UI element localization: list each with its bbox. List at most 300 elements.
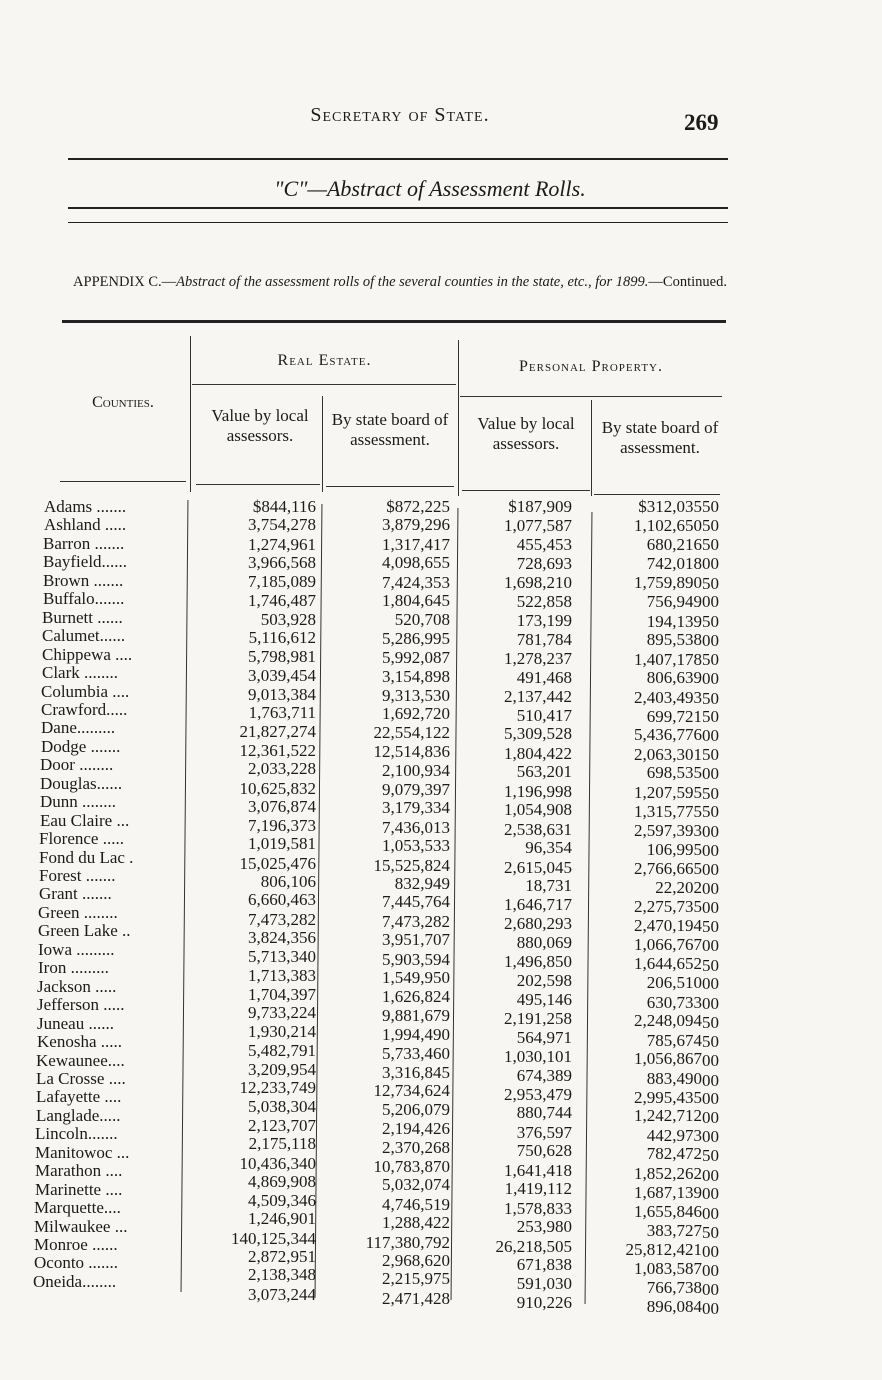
re-local-value: 2,175,118: [248, 1134, 316, 1154]
re-state-value: 1,994,490: [382, 1024, 450, 1044]
pp-local-value: 455,453: [516, 534, 572, 554]
re-local-value: 5,482,791: [248, 1041, 316, 1061]
pp-local-value: 674,389: [516, 1065, 572, 1085]
pp-state-value: 785,674: [646, 1030, 702, 1050]
table-row: [0, 589, 882, 612]
re-state-value: 5,032,074: [382, 1175, 450, 1195]
pp-state-value: 742,018: [646, 554, 702, 574]
re-state-value: 117,380,792: [365, 1232, 450, 1252]
pp-state-cents: 00: [702, 1241, 719, 1261]
pp-state-cents: 50: [702, 611, 719, 631]
pp-state-value: 2,248,094: [634, 1011, 702, 1031]
re-state-value: $872,225: [386, 497, 450, 516]
county-name: Jefferson .....: [37, 995, 125, 1015]
pp-state-value: 206,510: [646, 973, 702, 993]
pp-local-value: 880,744: [516, 1103, 572, 1123]
pp-local-value: $187,909: [508, 497, 572, 516]
pp-state-value: 1,655,846: [634, 1201, 702, 1221]
pp-local-value: 1,030,101: [504, 1047, 572, 1067]
re-state-value: 2,370,268: [382, 1138, 450, 1158]
county-name: Milwaukee ...: [34, 1216, 128, 1236]
pp-state-cents: 00: [702, 1261, 719, 1280]
re-local-value: 15,025,476: [239, 853, 316, 873]
re-state-value: 7,424,353: [382, 572, 450, 592]
pp-state-cents: 00: [702, 1280, 719, 1300]
re-local-value: 10,625,832: [239, 778, 316, 798]
pp-state-value: 1,207,595: [634, 782, 702, 802]
pp-local-value: 2,137,442: [504, 686, 572, 706]
re-state-value: 5,992,087: [382, 647, 450, 667]
pp-local-value: 1,646,717: [504, 895, 572, 915]
pp-state-cents: 50: [702, 516, 719, 536]
re-local-value: 3,754,278: [248, 515, 316, 535]
re-local-value: 1,246,901: [248, 1209, 316, 1229]
pp-state-cents: 50: [702, 1146, 719, 1166]
pp-state-cents: 00: [702, 993, 719, 1013]
top-rule: [68, 158, 728, 160]
pp-state-cents: 00: [702, 726, 719, 746]
re-local-header: Value by local assessors.: [211, 406, 309, 445]
county-name: Clark ........: [42, 663, 119, 683]
pp-local-value: 510,417: [516, 705, 572, 725]
re-local-value: 21,827,274: [239, 722, 316, 742]
pp-state-value: 883,490: [646, 1068, 702, 1088]
pp-state-cents: 00: [702, 1108, 719, 1128]
county-name: Oneida........: [33, 1271, 117, 1291]
re-local-value: 5,713,340: [248, 946, 316, 966]
county-name: La Crosse ....: [36, 1068, 126, 1088]
county-name: Iowa .........: [38, 939, 115, 959]
table-row: [0, 681, 882, 708]
county-name: Bayfield......: [43, 552, 128, 572]
pp-local-value: 5,309,528: [504, 724, 572, 744]
re-local-value: 12,233,749: [239, 1077, 316, 1097]
pp-local-value: 2,191,258: [504, 1009, 572, 1029]
pp-state-value: 383,727: [646, 1221, 702, 1241]
re-local-value: 3,209,954: [248, 1059, 316, 1079]
pp-state-cents: 50: [702, 497, 719, 516]
re-local-value: 6,660,463: [248, 890, 316, 910]
county-name: Brown .......: [43, 570, 124, 590]
pp-state-cents: 00: [702, 936, 719, 956]
re-local-value: 2,138,348: [248, 1265, 316, 1285]
re-local-value: 1,763,711: [248, 702, 316, 722]
pp-state-value: 2,766,665: [634, 858, 702, 878]
pp-state-cents: 00: [702, 974, 719, 994]
pp-local-value: 750,628: [516, 1141, 572, 1161]
re-state-value: 3,154,898: [382, 667, 450, 687]
table-row: [0, 1271, 882, 1318]
pp-state-cents: 50: [702, 1223, 719, 1243]
pp-local-value: 1,054,908: [504, 800, 572, 820]
pp-local-value: 18,731: [525, 876, 572, 895]
re-state-value: 3,179,334: [382, 798, 450, 818]
pp-local-value: 376,597: [516, 1122, 572, 1142]
pp-state-cents: 00: [702, 631, 719, 651]
table-row: [0, 552, 882, 574]
col-divider-2-top: [322, 396, 323, 492]
pp-state-cents: 00: [702, 821, 719, 841]
county-name: Dodge .......: [41, 736, 121, 756]
pp-local-value: 1,578,833: [504, 1198, 572, 1218]
pp-state-cents: 50: [702, 688, 719, 708]
pp-state-value: 2,995,435: [634, 1087, 702, 1107]
pp-local-value: 564,971: [516, 1027, 572, 1047]
appendix-suffix: —Continued.: [648, 274, 727, 290]
pp-state-cents: 50: [702, 744, 719, 764]
re-state-value: 4,098,655: [382, 553, 450, 573]
county-name: Marinette ....: [35, 1179, 123, 1199]
pp-local-value: 1,698,210: [504, 572, 572, 592]
pp-state-cents: 50: [702, 1013, 719, 1033]
pp-state-value: 2,470,194: [634, 915, 702, 935]
county-name: Jackson .....: [37, 976, 117, 996]
pp-local-value: 880,069: [516, 933, 572, 953]
pp-local-value: 26,218,505: [495, 1236, 572, 1256]
county-name: Douglas......: [40, 773, 123, 793]
real-estate-rule: [192, 384, 456, 385]
pp-state-value: 2,275,735: [634, 897, 702, 917]
county-name: Green Lake ..: [38, 921, 131, 941]
pp-local-value: 2,680,293: [504, 913, 572, 933]
re-state-value: 2,215,975: [382, 1269, 450, 1289]
pp-state-value: 896,084: [646, 1296, 702, 1316]
county-name: Crawford.....: [41, 699, 128, 719]
pp-local-value: 2,615,045: [504, 857, 572, 877]
county-name: Fond du Lac .: [39, 847, 134, 867]
county-name: Juneau ......: [37, 1013, 114, 1033]
table-row: [0, 663, 882, 689]
re-local-value: 3,824,356: [248, 928, 316, 948]
re-local-value: 2,123,707: [248, 1115, 316, 1135]
col-divider-1-top: [190, 336, 191, 492]
re-state-value: 1,053,533: [382, 836, 450, 856]
pp-local-value: 2,953,479: [504, 1084, 572, 1104]
re-state-value: 2,100,934: [382, 761, 450, 781]
pp-local-value: 96,354: [525, 838, 572, 858]
table-row: [0, 498, 882, 516]
county-name: Door ........: [40, 755, 114, 775]
re-state-value: 832,949: [394, 874, 450, 893]
county-name: Grant .......: [39, 884, 112, 904]
county-name: Dane.........: [41, 718, 116, 738]
pp-state-cents: 00: [702, 841, 719, 861]
pp-state-cents: 00: [702, 1298, 719, 1318]
re-local-value: 10,436,340: [239, 1153, 316, 1173]
county-name: Florence .....: [39, 829, 124, 849]
pp-state-value: 194,139: [646, 611, 702, 631]
re-state-value: 1,804,645: [382, 591, 450, 611]
county-name: Lafayette ....: [36, 1087, 122, 1107]
pp-state-value: 756,949: [646, 592, 702, 612]
pp-state-value: $312,035: [638, 497, 702, 516]
county-name: Burnett ......: [42, 607, 123, 627]
table-top-rule: [62, 320, 726, 323]
pp-state-value: 1,759,890: [634, 572, 702, 592]
pp-local-value: 781,784: [516, 630, 572, 650]
pp-state-cents: 50: [702, 916, 719, 936]
re-local-value: 5,116,612: [248, 628, 316, 648]
re-state-value: 10,783,870: [373, 1156, 450, 1176]
county-name: Chippewa ....: [42, 644, 133, 664]
re-state-value: 9,313,530: [382, 685, 450, 705]
pp-state-bottom-rule: [594, 494, 720, 495]
personal-property-rule: [460, 396, 722, 397]
table-row: [0, 535, 882, 553]
pp-local-value: 495,146: [516, 989, 572, 1009]
pp-state-value: 1,056,867: [634, 1049, 702, 1069]
pp-state-value: 1,407,178: [634, 649, 702, 669]
table-row: [0, 570, 882, 593]
county-name: Columbia ....: [41, 681, 130, 701]
county-name: Forest .......: [39, 866, 116, 885]
pp-local-value: 253,980: [516, 1217, 572, 1237]
re-state-value: 12,514,836: [373, 741, 450, 761]
pp-state-value: 699,721: [646, 706, 702, 726]
re-local-value: 4,869,908: [248, 1172, 316, 1192]
pp-state-cents: 50: [702, 783, 719, 803]
re-state-value: 2,471,428: [382, 1288, 450, 1308]
pp-state-value: 1,102,650: [634, 516, 702, 536]
pp-state-cents: 00: [702, 1184, 719, 1204]
county-name: Ashland .....: [44, 515, 127, 535]
pp-local-value: 591,030: [516, 1274, 572, 1294]
pp-state-cents: 00: [702, 592, 719, 612]
pp-state-value: 22,202: [655, 878, 702, 897]
pp-local-value: 1,077,587: [504, 516, 572, 536]
re-local-value: 1,274,961: [248, 534, 316, 554]
re-state-value: 2,968,620: [382, 1251, 450, 1270]
re-state-value: 9,079,397: [382, 779, 450, 799]
re-local-value: 1,704,397: [248, 984, 316, 1004]
re-local-value: 1,746,487: [248, 591, 316, 611]
re-local-value: 806,106: [260, 872, 316, 891]
re-state-value: 4,746,519: [382, 1194, 450, 1214]
re-state-value: 3,316,845: [382, 1062, 450, 1082]
pp-state-value: 2,403,493: [634, 687, 702, 707]
pp-local-value: 491,468: [516, 668, 572, 688]
re-local-value: 12,361,522: [239, 740, 316, 760]
appendix-prefix: APPENDIX C.—: [73, 274, 177, 290]
re-state-value: 1,288,422: [382, 1213, 450, 1233]
pp-local-header: Value by local assessors.: [477, 414, 575, 453]
pp-state-value: 1,315,775: [634, 802, 702, 822]
re-local-value: $844,116: [252, 497, 316, 516]
pp-local-value: 671,838: [516, 1255, 572, 1274]
pp-local-bottom-rule: [462, 490, 590, 491]
counties-bottom-rule: [60, 481, 186, 482]
pp-state-cents: 00: [702, 859, 719, 879]
pp-state-cents: 00: [702, 764, 719, 784]
table-row: [0, 516, 882, 534]
re-local-value: 140,125,344: [231, 1228, 316, 1248]
pp-state-cents: 50: [702, 649, 719, 669]
pp-local-value: 1,641,418: [504, 1160, 572, 1180]
re-state-value: 9,881,679: [382, 1006, 450, 1026]
table-row: [0, 644, 882, 669]
pp-state-value: 2,597,393: [634, 820, 702, 840]
pp-state-value: 895,538: [646, 630, 702, 650]
pp-state-value: 1,687,139: [634, 1183, 702, 1203]
pp-state-cents: 50: [702, 573, 719, 593]
county-name: Barron .......: [43, 533, 125, 553]
re-state-value: 12,734,624: [373, 1080, 450, 1100]
re-state-value: 7,445,764: [382, 892, 450, 912]
re-local-value: 9,733,224: [248, 1003, 316, 1023]
pp-state-cents: 00: [702, 1203, 719, 1223]
pp-state-value: 442,973: [646, 1125, 702, 1145]
pp-state-value: 106,995: [646, 840, 702, 860]
pp-state-cents: 00: [702, 1088, 719, 1108]
col-divider-3-top: [458, 340, 459, 496]
pp-local-value: 1,196,998: [504, 781, 572, 801]
county-name: Marathon ....: [35, 1161, 123, 1181]
re-state-value: 1,692,720: [382, 703, 450, 723]
re-local-value: 1,019,581: [248, 834, 316, 854]
re-local-bottom-rule: [196, 484, 320, 485]
county-name: Kenosha .....: [37, 1032, 122, 1052]
pp-state-cents: 00: [702, 879, 719, 898]
county-name: Monroe ......: [34, 1235, 118, 1254]
re-state-value: 5,733,460: [382, 1044, 450, 1064]
pp-local-value: 1,804,422: [504, 743, 572, 763]
re-local-value: 3,076,874: [248, 797, 316, 817]
pp-state-cents: 00: [702, 669, 719, 689]
pp-state-value: 782,472: [646, 1144, 702, 1164]
re-local-value: 3,966,568: [248, 553, 316, 573]
re-local-value: 2,872,951: [248, 1247, 316, 1266]
re-state-value: 5,903,594: [382, 949, 450, 969]
re-state-value: 2,194,426: [382, 1118, 450, 1138]
pp-state-value: 1,066,767: [634, 935, 702, 955]
pp-local-value: 1,278,237: [504, 648, 572, 668]
pp-state-value: 1,852,262: [634, 1163, 702, 1183]
re-state-value: 1,549,950: [382, 968, 450, 988]
re-local-value: 3,039,454: [248, 666, 316, 686]
pp-state-cents: 00: [702, 1070, 719, 1090]
re-state-value: 22,554,122: [373, 723, 450, 743]
pp-state-cents: 00: [702, 1126, 719, 1146]
county-name: Lincoln.......: [35, 1124, 118, 1144]
pp-local-value: 2,538,631: [504, 819, 572, 839]
pp-local-value: 202,598: [516, 971, 572, 991]
re-state-value: 3,879,296: [382, 515, 450, 535]
re-local-value: 5,798,981: [248, 646, 316, 666]
appendix-caption: [60, 274, 740, 290]
pp-state-value: 630,733: [646, 992, 702, 1012]
pp-local-value: 1,496,850: [504, 951, 572, 971]
page-number: 269: [684, 110, 719, 135]
re-local-value: 503,928: [260, 609, 316, 629]
county-name: Kewaunee....: [36, 1050, 125, 1070]
pp-state-cents: 00: [702, 1051, 719, 1071]
pp-state-cents: 50: [702, 1031, 719, 1051]
re-state-value: 7,436,013: [382, 817, 450, 837]
pp-state-cents: 50: [702, 706, 719, 726]
pp-local-value: 1,419,112: [504, 1179, 572, 1199]
table-row: [0, 699, 882, 726]
pp-local-value: 563,201: [516, 762, 572, 782]
pp-state-value: 5,436,776: [634, 725, 702, 745]
running-header: Secretary of State.: [310, 104, 490, 126]
county-name: Langlade.....: [36, 1105, 121, 1125]
re-state-value: 5,286,995: [382, 629, 450, 649]
appendix-italic: Abstract of the assessment rolls of the several counties in the state, etc., for 1899.: [176, 274, 649, 290]
pp-state-cents: 50: [702, 534, 719, 554]
county-name: Marquette....: [34, 1198, 121, 1218]
pp-state-cents: 00: [702, 554, 719, 574]
re-state-value: 3,951,707: [382, 930, 450, 950]
re-state-value: 520,708: [394, 609, 450, 629]
pp-state-cents: 50: [702, 802, 719, 822]
county-name: Adams .......: [44, 497, 127, 516]
pp-local-value: 910,226: [516, 1292, 572, 1312]
pp-local-value: 728,693: [516, 554, 572, 574]
re-local-value: 7,185,089: [248, 571, 316, 591]
table-row: [0, 607, 882, 631]
pp-state-header: By state board of assessment.: [601, 418, 719, 457]
re-local-value: 1,930,214: [248, 1021, 316, 1041]
county-name: Green ........: [38, 902, 118, 922]
county-name: Eau Claire ...: [40, 810, 130, 830]
pp-state-value: 1,083,587: [634, 1259, 702, 1278]
pp-state-value: 806,639: [646, 668, 702, 688]
county-name: Oconto .......: [34, 1253, 119, 1273]
county-name: Manitowoc ...: [35, 1142, 130, 1162]
re-state-header: By state board of assessment.: [331, 410, 449, 449]
pp-state-value: 2,063,301: [634, 744, 702, 764]
pp-state-cents: 00: [702, 898, 719, 918]
pp-state-value: 766,738: [646, 1278, 702, 1298]
county-name: Calumet......: [42, 626, 126, 646]
re-state-value: 5,206,079: [382, 1100, 450, 1120]
pp-state-value: 1,644,652: [634, 953, 702, 973]
county-name: Dunn ........: [40, 792, 117, 812]
pp-state-cents: 50: [702, 955, 719, 975]
re-state-value: 7,473,282: [382, 911, 450, 931]
re-local-value: 7,196,373: [248, 815, 316, 835]
re-local-value: 4,509,346: [248, 1190, 316, 1210]
re-state-bottom-rule: [326, 486, 454, 487]
re-local-value: 3,073,244: [248, 1284, 316, 1304]
section-rule-1: [68, 207, 728, 209]
pp-local-value: 173,199: [516, 610, 572, 630]
pp-state-value: 25,812,421: [625, 1239, 702, 1259]
pp-state-value: 680,216: [646, 534, 702, 554]
counties-header: Counties.: [92, 394, 154, 411]
re-local-value: 5,038,304: [248, 1097, 316, 1117]
section-rule-2: [68, 222, 728, 223]
pp-state-value: 698,535: [646, 763, 702, 783]
re-state-value: 15,525,824: [373, 855, 450, 875]
county-name: Iron .........: [38, 958, 109, 978]
real-estate-header: Real Estate.: [277, 352, 372, 369]
pp-state-cents: 00: [702, 1165, 719, 1185]
section-title: "C"—Abstract of Assessment Rolls.: [274, 176, 586, 201]
pp-state-value: 1,242,712: [634, 1106, 702, 1126]
re-state-value: 1,626,824: [382, 986, 450, 1006]
table-row: [0, 626, 882, 651]
re-local-value: 2,033,228: [248, 759, 316, 779]
re-local-value: 7,473,282: [248, 909, 316, 929]
re-local-value: 1,713,383: [248, 966, 316, 986]
pp-local-value: 522,858: [516, 592, 572, 612]
county-name: Buffalo.......: [43, 589, 125, 609]
re-state-value: 1,317,417: [382, 534, 450, 554]
col-divider-4-top: [591, 400, 592, 496]
re-local-value: 9,013,384: [248, 684, 316, 704]
personal-property-header: Personal Property.: [519, 358, 663, 375]
